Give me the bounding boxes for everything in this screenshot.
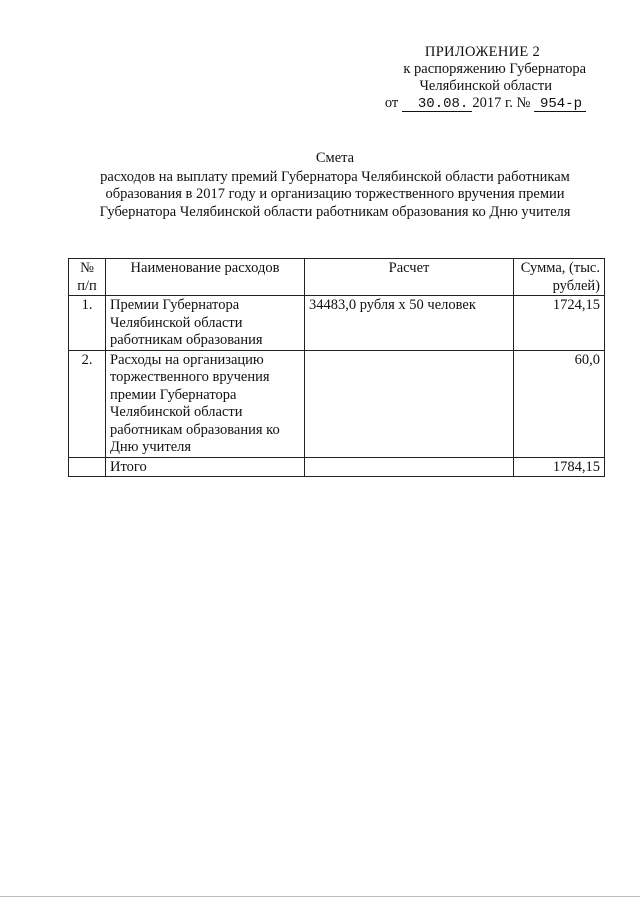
date-value: 30.08. bbox=[402, 97, 472, 112]
header-calc: Расчет bbox=[305, 259, 514, 296]
total-num-cell bbox=[69, 457, 106, 477]
estimate-description-line-1: расходов на выплату премий Губернатора Челябинской области работникам bbox=[100, 168, 570, 185]
appendix-subtitle-2: Челябинской области bbox=[419, 78, 552, 94]
table-header-row bbox=[69, 259, 605, 296]
estimate-title-block bbox=[70, 150, 600, 221]
row-num: 2. bbox=[69, 350, 106, 457]
appendix-title: ПРИЛОЖЕНИЕ 2 bbox=[424, 44, 540, 60]
header-num: № п/п bbox=[69, 259, 106, 296]
order-number: 954-р bbox=[534, 97, 586, 112]
estimate-heading: Смета bbox=[315, 150, 355, 166]
row-calc: 34483,0 рубля х 50 человек bbox=[305, 296, 514, 351]
row-sum: 60,0 bbox=[514, 350, 605, 457]
table-row bbox=[69, 350, 605, 457]
total-calc-cell bbox=[305, 457, 514, 477]
appendix-date-line bbox=[330, 95, 586, 112]
date-suffix: 2017 г. № bbox=[472, 95, 531, 111]
row-sum: 1724,15 bbox=[514, 296, 605, 351]
total-sum: 1784,15 bbox=[514, 457, 605, 477]
table-row bbox=[69, 296, 605, 351]
row-name: Премии Губернатора Челябинской области работникам образования bbox=[106, 296, 305, 351]
header-sum: Сумма, (тыс. рублей) bbox=[514, 259, 605, 296]
page-bottom-edge bbox=[0, 896, 640, 897]
header-name: Наименование расходов bbox=[106, 259, 305, 296]
estimate-description-line-3: Губернатора Челябинской области работникам образования ко Дню учителя bbox=[99, 203, 571, 220]
appendix-subtitle-1: к распоряжению Губернатора bbox=[403, 61, 586, 77]
date-prefix: от bbox=[384, 95, 399, 111]
table-total-row bbox=[69, 457, 605, 477]
estimate-description-line-2: образования в 2017 году и организацию торжественного вручения премии bbox=[105, 186, 565, 202]
estimate-table bbox=[68, 258, 605, 477]
row-name: Расходы на организацию торжественного вручения премии Губернатора Челябинской области работникам образования ко Дню учителя bbox=[106, 350, 305, 457]
row-calc bbox=[305, 350, 514, 457]
total-label: Итого bbox=[106, 457, 305, 477]
appendix-header bbox=[330, 44, 586, 112]
row-num: 1. bbox=[69, 296, 106, 351]
